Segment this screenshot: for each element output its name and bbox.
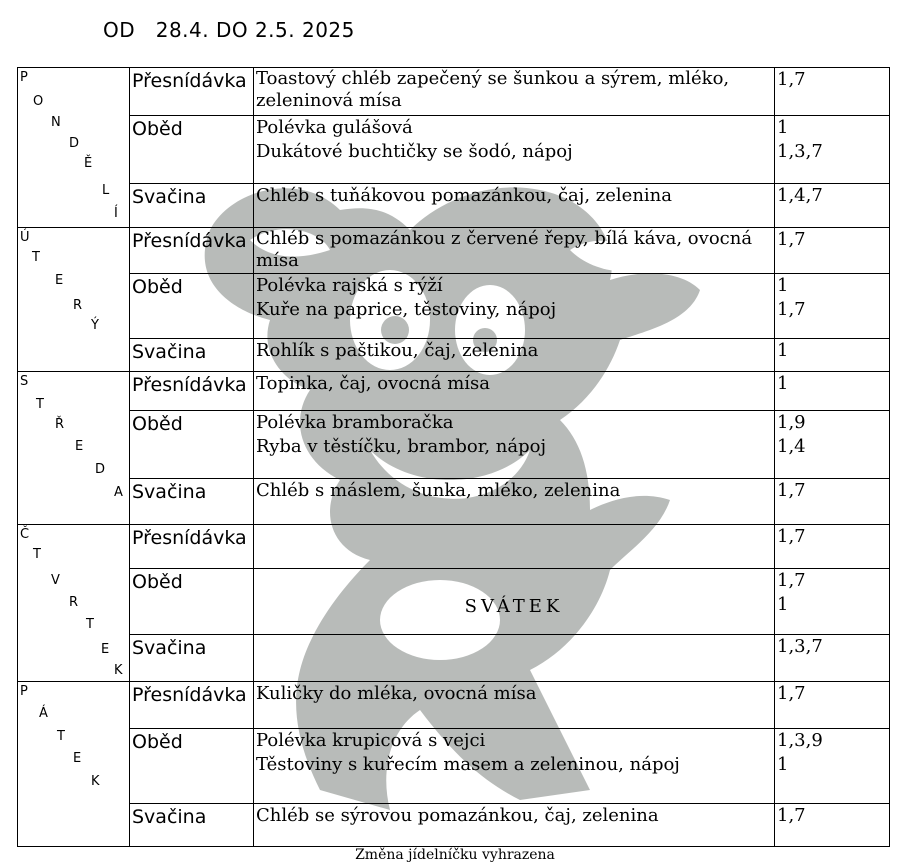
day-letter: P bbox=[20, 70, 28, 85]
day-letter: R bbox=[69, 595, 79, 610]
day-letter: V bbox=[51, 573, 60, 588]
allergen-codes: 1,4,7 bbox=[777, 184, 823, 206]
day-letter: D bbox=[95, 462, 106, 477]
meal-description-line: Polévka gulášová bbox=[256, 117, 413, 139]
meal-description-cell bbox=[254, 372, 775, 411]
menu-row bbox=[18, 478, 890, 524]
menu-change-notice: Změna jídelníčku vyhrazena bbox=[355, 847, 555, 863]
meal-description-line: Topinka, čaj, ovocná mísa bbox=[256, 373, 490, 394]
meal-description-line: Polévka bramboračka bbox=[256, 412, 454, 434]
meal-description-line: Polévka rajská s rýží bbox=[256, 275, 443, 297]
day-letter: E bbox=[73, 751, 82, 766]
day-letter: E bbox=[75, 439, 84, 454]
allergen-codes: 1 bbox=[777, 117, 789, 139]
allergen-codes: 1 bbox=[777, 275, 789, 297]
meal-description-line: Chléb s pomazánkou z červené řepy, bílá káva, ovocná mísa bbox=[256, 228, 753, 271]
day-name-cell bbox=[18, 372, 130, 525]
meal-description-line: Rohlík s paštikou, čaj, zelenina bbox=[256, 339, 539, 361]
day-letter: T bbox=[33, 547, 41, 562]
meal-description-cell bbox=[254, 729, 775, 803]
meal-description-cell bbox=[254, 634, 775, 681]
meal-description-cell bbox=[254, 569, 775, 634]
day-letter: E bbox=[101, 642, 110, 657]
holiday-label: SVÁTEK bbox=[464, 596, 564, 618]
meal-description-line: Kuře na paprice, těstoviny, nápoj bbox=[256, 299, 557, 321]
allergen-codes: 1,7 bbox=[777, 479, 806, 501]
meal-description-cell bbox=[254, 478, 775, 524]
menu-row bbox=[18, 274, 890, 338]
allergen-codes: 1,3,7 bbox=[777, 635, 823, 657]
menu-row bbox=[18, 338, 890, 371]
meal-type-cell: Přesnídávka bbox=[130, 372, 254, 411]
day-letter: K bbox=[114, 663, 123, 678]
allergens-cell bbox=[775, 569, 890, 634]
allergen-codes: 1 bbox=[777, 754, 789, 776]
menu-row bbox=[18, 372, 890, 411]
menu-row bbox=[18, 411, 890, 478]
menu-row bbox=[18, 116, 890, 183]
allergen-codes: 1,3,7 bbox=[777, 141, 823, 163]
menu-row bbox=[18, 525, 890, 569]
allergen-codes: 1 bbox=[777, 339, 789, 361]
allergens-cell bbox=[775, 228, 890, 274]
allergens-cell bbox=[775, 634, 890, 681]
meal-description-line: Polévka krupicová s vejci bbox=[256, 730, 486, 752]
meal-description-cell bbox=[254, 411, 775, 478]
meal-type-cell: Oběd bbox=[130, 569, 254, 634]
menu-row bbox=[18, 68, 890, 116]
menu-row bbox=[18, 569, 890, 634]
day-letter: Ě bbox=[84, 156, 93, 171]
day-letter: T bbox=[57, 729, 65, 744]
day-letter: Ř bbox=[55, 417, 65, 432]
allergens-cell bbox=[775, 68, 890, 116]
meal-description-cell bbox=[254, 525, 775, 569]
day-letter: A bbox=[114, 485, 123, 500]
allergens-cell bbox=[775, 116, 890, 183]
meal-description-cell bbox=[254, 68, 775, 116]
allergen-codes: 1 bbox=[777, 594, 789, 616]
meal-description-line: Toastový chléb zapečený se šunkou a sýrem, mléko, zeleninová mísa bbox=[256, 68, 730, 111]
day-letter: Ý bbox=[91, 318, 99, 333]
meal-description-cell bbox=[254, 803, 775, 846]
meal-description-line: Chléb se sýrovou pomazánkou, čaj, zelenina bbox=[256, 804, 659, 826]
allergen-codes: 1,7 bbox=[777, 69, 806, 90]
meal-type-cell: Přesnídávka bbox=[130, 525, 254, 569]
allergen-codes: 1,4 bbox=[777, 436, 806, 458]
meal-description-cell bbox=[254, 116, 775, 183]
meal-description-line: Chléb s máslem, šunka, mléko, zelenina bbox=[256, 479, 621, 501]
allergen-codes: 1,7 bbox=[777, 526, 806, 547]
meal-type-cell: Svačina bbox=[130, 803, 254, 846]
meal-type-cell: Přesnídávka bbox=[130, 228, 254, 274]
allergens-cell bbox=[775, 478, 890, 524]
allergens-cell bbox=[775, 183, 890, 227]
day-letter: T bbox=[86, 617, 94, 632]
day-letter: Í bbox=[114, 206, 118, 221]
meal-type-cell: Oběd bbox=[130, 729, 254, 803]
day-letter: L bbox=[102, 183, 110, 198]
allergen-codes: 1,7 bbox=[777, 683, 806, 704]
meal-description-cell bbox=[254, 183, 775, 227]
meal-type-cell: Svačina bbox=[130, 338, 254, 371]
allergens-cell bbox=[775, 338, 890, 371]
meal-description-cell bbox=[254, 338, 775, 371]
day-letter: T bbox=[36, 397, 44, 412]
allergens-cell bbox=[775, 729, 890, 803]
meal-type-cell: Svačina bbox=[130, 478, 254, 524]
allergen-codes: 1,3,9 bbox=[777, 730, 823, 752]
meal-description-line: Dukátové buchtičky se šodó, nápoj bbox=[256, 141, 573, 163]
allergen-codes: 1,7 bbox=[777, 804, 806, 826]
allergens-cell bbox=[775, 274, 890, 338]
menu-row bbox=[18, 634, 890, 681]
weekly-menu-table bbox=[17, 67, 890, 847]
meal-description-cell bbox=[254, 228, 775, 274]
allergens-cell bbox=[775, 803, 890, 846]
day-letter: Á bbox=[39, 706, 48, 721]
allergens-cell bbox=[775, 682, 890, 729]
day-name-cell bbox=[18, 228, 130, 372]
menu-row bbox=[18, 682, 890, 729]
allergen-codes: 1,9 bbox=[777, 412, 806, 434]
day-letter: Č bbox=[20, 527, 30, 542]
allergen-codes: 1,7 bbox=[777, 229, 806, 250]
day-name-cell bbox=[18, 682, 130, 847]
meal-description-line: Kuličky do mléka, ovocná mísa bbox=[256, 683, 537, 704]
day-letter: O bbox=[33, 94, 44, 109]
day-name-cell bbox=[18, 68, 130, 228]
allergens-cell bbox=[775, 411, 890, 478]
meal-description-line: Těstoviny s kuřecím masem a zeleninou, nápoj bbox=[256, 754, 680, 776]
day-letter: R bbox=[73, 298, 83, 313]
day-letter: E bbox=[55, 273, 64, 288]
meal-type-cell: Přesnídávka bbox=[130, 682, 254, 729]
meal-type-cell: Oběd bbox=[130, 274, 254, 338]
menu-row bbox=[18, 803, 890, 846]
allergen-codes: 1 bbox=[777, 373, 789, 394]
meal-type-cell: Svačina bbox=[130, 634, 254, 681]
menu-row bbox=[18, 183, 890, 227]
day-letter: P bbox=[20, 684, 28, 699]
day-letter: D bbox=[69, 136, 80, 151]
day-letter: Ú bbox=[20, 230, 30, 245]
meal-description-cell bbox=[254, 274, 775, 338]
meal-description-line: Ryba v těstíčku, brambor, nápoj bbox=[256, 436, 547, 458]
meal-description-line: Chléb s tuňákovou pomazánkou, čaj, zelenina bbox=[256, 184, 672, 206]
day-letter: T bbox=[32, 250, 40, 265]
menu-row bbox=[18, 228, 890, 274]
meal-type-cell: Svačina bbox=[130, 183, 254, 227]
allergen-codes: 1,7 bbox=[777, 299, 806, 321]
allergens-cell bbox=[775, 372, 890, 411]
menu-row bbox=[18, 729, 890, 803]
meal-type-cell: Přesnídávka bbox=[130, 68, 254, 116]
allergen-codes: 1,7 bbox=[777, 570, 806, 592]
day-letter: N bbox=[51, 115, 61, 130]
meal-type-cell: Oběd bbox=[130, 116, 254, 183]
meal-type-cell: Oběd bbox=[130, 411, 254, 478]
day-name-cell bbox=[18, 525, 130, 682]
day-letter: S bbox=[20, 374, 29, 389]
meal-description-cell bbox=[254, 682, 775, 729]
date-range-header: OD 28.4. DO 2.5. 2025 bbox=[103, 18, 355, 42]
allergens-cell bbox=[775, 525, 890, 569]
day-letter: K bbox=[91, 774, 100, 789]
